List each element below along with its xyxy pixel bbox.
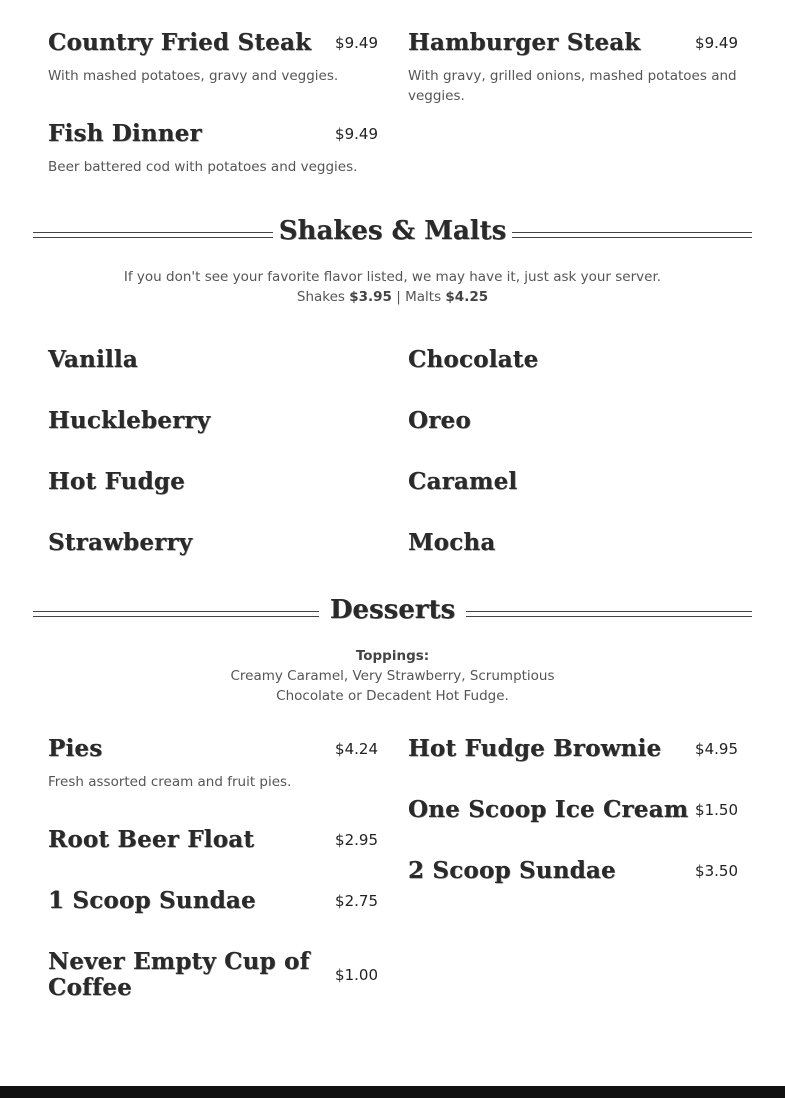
menu-item-name: 2 Scoop Sundae [408, 857, 616, 884]
pricing-separator: | [396, 289, 401, 305]
menu-item-name: Fish Dinner [48, 120, 202, 147]
menu-item-price: $9.49 [335, 125, 378, 143]
pricing-line [0, 287, 785, 307]
menu-item-name: Pies [48, 735, 103, 762]
menu-item-price: $4.95 [695, 740, 738, 758]
menu-item-price: $9.49 [335, 34, 378, 52]
menu-item-price: $9.49 [695, 34, 738, 52]
toppings-list: Creamy Caramel, Very Strawberry, Scrumptious [230, 668, 555, 684]
menu-item-name: Hot Fudge Brownie [408, 735, 662, 762]
menu-item-price: $1.50 [695, 801, 738, 819]
toppings-label [0, 646, 785, 666]
menu-item-description: With gravy, grilled onions, mashed potatoes and veggies. [408, 68, 737, 104]
toppings-list: Chocolate or Decadent Hot Fudge. [276, 688, 509, 704]
section-divider-right [512, 232, 752, 238]
section-title: Desserts [329, 595, 456, 625]
section-title: Shakes & Malts [278, 216, 507, 246]
malts-price: $4.25 [445, 289, 489, 305]
menu-item-description: Beer battered cod with potatoes and veggies. [48, 159, 358, 175]
menu-item-price: $2.95 [335, 831, 378, 849]
shakes-price: $3.95 [349, 289, 392, 305]
flavor-item: Vanilla [48, 346, 138, 373]
menu-item-name: Country Fried Steak [48, 29, 312, 56]
menu-item-name: Hamburger Steak [408, 29, 641, 56]
menu-item-description: With mashed potatoes, gravy and veggies. [48, 68, 339, 84]
flavor-item: Huckleberry [48, 407, 211, 434]
menu-item-description: Fresh assorted cream and fruit pies. [48, 774, 292, 790]
menu-item-name: One Scoop Ice Cream [408, 796, 689, 823]
menu-item-price: $1.00 [335, 966, 378, 984]
flavor-item: Hot Fudge [48, 468, 185, 495]
malts-label: Malts [405, 289, 442, 305]
menu-item-price: $2.75 [335, 892, 378, 910]
toppings-heading: Toppings: [355, 648, 430, 664]
menu-item-name: Root Beer Float [48, 826, 255, 853]
menu-item-price: $4.24 [335, 740, 378, 758]
flavor-item: Caramel [408, 468, 518, 495]
flavor-item: Oreo [408, 407, 471, 434]
menu-item-price: $3.50 [695, 862, 738, 880]
flavor-item: Mocha [408, 529, 496, 556]
flavor-item: Chocolate [408, 346, 539, 373]
footer-bar [0, 1086, 785, 1098]
flavor-item: Strawberry [48, 529, 193, 556]
section-divider-right [466, 611, 752, 617]
menu-item-name: Never Empty Cup of Coffee [48, 948, 310, 1001]
menu-item-name: 1 Scoop Sundae [48, 887, 256, 914]
section-note: If you don't see your favorite flavor listed, we may have it, just ask your server. [123, 269, 662, 285]
shakes-label: Shakes [296, 289, 345, 305]
